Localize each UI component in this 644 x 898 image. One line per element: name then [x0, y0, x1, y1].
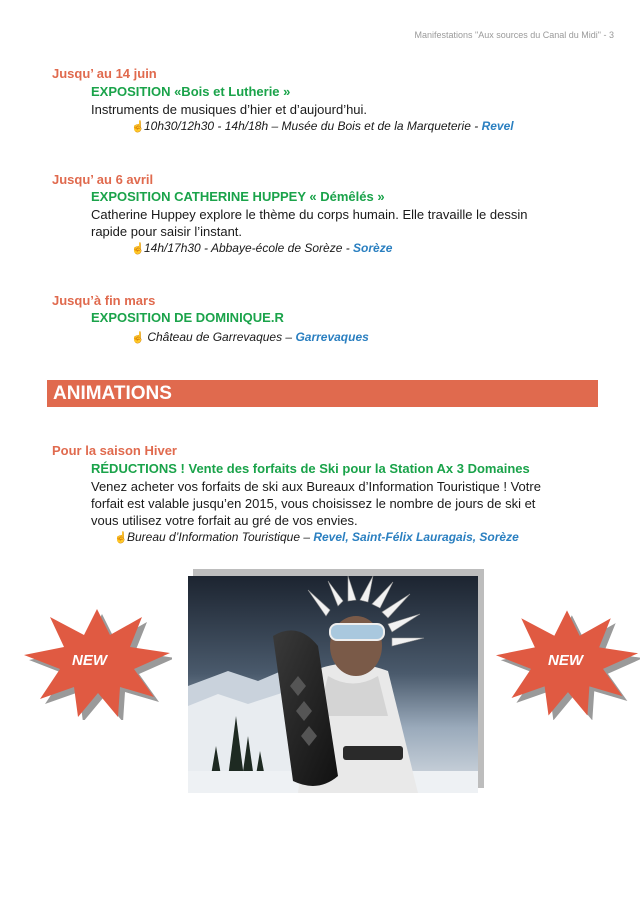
- event-info-text: 14h/17h30 - Abbaye-école de Sorèze -: [144, 241, 354, 255]
- new-badge-left: [22, 605, 172, 725]
- description-line: Catherine Huppey explore le thème du corps humain. Elle travaille le dessin: [91, 207, 528, 222]
- new-badge-right: [494, 605, 640, 725]
- snowboarder-illustration: [188, 576, 478, 793]
- page-header: Manifestations "Aux sources du Canal du Midi" - 3: [414, 30, 614, 40]
- section-banner: ANIMATIONS: [47, 380, 598, 407]
- animation-title: RÉDUCTIONS ! Vente des forfaits de Ski pour la Station Ax 3 Domaines: [91, 461, 530, 476]
- new-badge-label: NEW: [72, 652, 107, 669]
- event-date: Jusqu’ au 14 juin: [52, 66, 157, 81]
- event-info-text: 10h30/12h30 - 14h/18h – Musée du Bois et de la Marqueterie -: [144, 119, 482, 133]
- pointing-hand-icon: ☝: [131, 243, 145, 255]
- ski-photo: [188, 576, 478, 793]
- animation-description: [91, 478, 541, 529]
- description-line: rapide pour saisir l’instant.: [91, 224, 243, 239]
- event-info-text: Château de Garrevaques –: [144, 330, 296, 344]
- description-line: Venez acheter vos forfaits de ski aux Bureaux d’Information Touristique ! Votre: [91, 479, 541, 494]
- event-info: [131, 330, 369, 344]
- event-date: Jusqu’ au 6 avril: [52, 172, 154, 187]
- pointing-hand-icon: ☝: [114, 532, 128, 544]
- event-location: Garrevaques: [295, 330, 369, 344]
- pointing-hand-icon: ☝: [131, 121, 145, 133]
- animation-location: Revel, Saint-Félix Lauragais, Sorèze: [313, 530, 519, 544]
- animation-info: [114, 530, 519, 544]
- event-title: EXPOSITION CATHERINE HUPPEY « Démêlés »: [91, 189, 385, 204]
- event-description: [91, 101, 367, 118]
- animation-info-text: Bureau d’Information Touristique –: [127, 530, 314, 544]
- event-description: [91, 206, 527, 240]
- event-date: Jusqu’à fin mars: [52, 293, 156, 308]
- event-title: EXPOSITION «Bois et Lutherie »: [91, 84, 291, 99]
- pointing-hand-icon: ☝: [131, 332, 145, 344]
- description-line: forfait est valable jusqu’en 2015, vous choisissez le nombre de jours de ski et: [91, 496, 536, 511]
- description-line: Instruments de musiques d’hier et d’aujourd’hui.: [91, 102, 368, 117]
- event-location: Revel: [481, 119, 514, 133]
- animation-date: Pour la saison Hiver: [52, 443, 177, 458]
- event-title: EXPOSITION DE DOMINIQUE.R: [91, 310, 284, 325]
- description-line: vous utilisez votre forfait au gré de vos envies.: [91, 513, 358, 528]
- event-info: [131, 241, 392, 255]
- event-info: [131, 119, 514, 133]
- new-badge-label: NEW: [548, 652, 583, 669]
- event-location: Sorèze: [353, 241, 393, 255]
